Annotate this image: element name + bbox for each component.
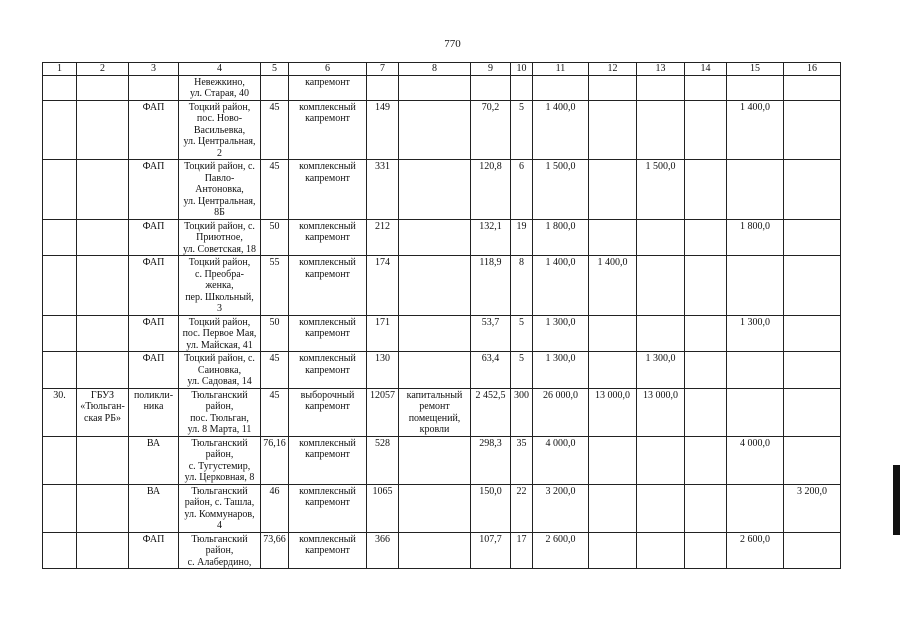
table-cell-col3: ВА (129, 436, 179, 484)
table-cell-col7: 130 (367, 352, 399, 389)
header-row (43, 63, 841, 76)
table-cell-col1 (43, 315, 77, 352)
table-cell-col11: 1 300,0 (533, 315, 589, 352)
table-cell-col14 (685, 484, 727, 532)
table-cell-col16 (784, 532, 841, 569)
table-cell-col14 (685, 532, 727, 569)
column-header: 13 (637, 63, 685, 76)
table-cell-col9: 53,7 (471, 315, 511, 352)
table-cell-col3: ФАП (129, 532, 179, 569)
table-cell-col10: 8 (511, 256, 533, 316)
table-cell-col5: 50 (261, 219, 289, 256)
table-cell-col2 (77, 352, 129, 389)
table-cell-col7: 149 (367, 100, 399, 160)
column-header: 11 (533, 63, 589, 76)
table-cell-col14 (685, 352, 727, 389)
table-cell-col5 (261, 75, 289, 100)
table-cell-col1 (43, 484, 77, 532)
table-cell-col2 (77, 100, 129, 160)
table-row (43, 388, 841, 436)
table-row (43, 100, 841, 160)
table-cell-col7: 174 (367, 256, 399, 316)
table-cell-col10: 19 (511, 219, 533, 256)
table-cell-col5: 55 (261, 256, 289, 316)
column-header: 3 (129, 63, 179, 76)
table-cell-col10: 5 (511, 315, 533, 352)
table-cell-col12 (589, 484, 637, 532)
table-cell-col15: 1 800,0 (727, 219, 784, 256)
table-cell-col13 (637, 256, 685, 316)
table-cell-col11: 1 800,0 (533, 219, 589, 256)
table-cell-col13 (637, 315, 685, 352)
table-cell-col4: Тоцкий район, с. Павло- Антоновка, ул. Центральная, 8Б (179, 160, 261, 220)
table-cell-col2 (77, 484, 129, 532)
table-cell-col14 (685, 219, 727, 256)
table-cell-col11: 1 500,0 (533, 160, 589, 220)
table-cell-col9: 120,8 (471, 160, 511, 220)
table-cell-col9 (471, 75, 511, 100)
table-cell-col11: 26 000,0 (533, 388, 589, 436)
table-row (43, 219, 841, 256)
table-cell-col11: 4 000,0 (533, 436, 589, 484)
table-cell-col10: 5 (511, 352, 533, 389)
table-cell-col13: 1 500,0 (637, 160, 685, 220)
table-cell-col4: Тоцкий район, с. Саиновка, ул. Садовая, 14 (179, 352, 261, 389)
table-cell-col6: выборочный капремонт (289, 388, 367, 436)
column-header: 4 (179, 63, 261, 76)
table-cell-col4: Тюльганский район, с. Алабердино, (179, 532, 261, 569)
table-cell-col5: 45 (261, 352, 289, 389)
table-cell-col10: 35 (511, 436, 533, 484)
table-cell-col7: 331 (367, 160, 399, 220)
column-header: 2 (77, 63, 129, 76)
table-cell-col5: 73,66 (261, 532, 289, 569)
table-cell-col13 (637, 100, 685, 160)
table-cell-col4: Тоцкий район, с. Преобра- женка, пер. Школьный, 3 (179, 256, 261, 316)
table-cell-col11 (533, 75, 589, 100)
table-cell-col6: комплексный капремонт (289, 219, 367, 256)
page-number: 770 (444, 38, 461, 50)
table-cell-col13 (637, 484, 685, 532)
table-row (43, 256, 841, 316)
table-cell-col16 (784, 100, 841, 160)
table-cell-col11: 1 400,0 (533, 256, 589, 316)
table-cell-col7: 1065 (367, 484, 399, 532)
table-cell-col13 (637, 75, 685, 100)
table-cell-col12 (589, 100, 637, 160)
table-cell-col15: 1 300,0 (727, 315, 784, 352)
table-cell-col10: 6 (511, 160, 533, 220)
column-header: 15 (727, 63, 784, 76)
table-row (43, 484, 841, 532)
column-header: 5 (261, 63, 289, 76)
table-cell-col3 (129, 75, 179, 100)
table-cell-col8 (399, 75, 471, 100)
table-cell-col9: 118,9 (471, 256, 511, 316)
table-cell-col2 (77, 315, 129, 352)
table-cell-col13: 13 000,0 (637, 388, 685, 436)
table-cell-col5: 45 (261, 160, 289, 220)
table-cell-col7: 366 (367, 532, 399, 569)
table-cell-col3: ФАП (129, 352, 179, 389)
data-table (42, 62, 841, 569)
table-cell-col15 (727, 160, 784, 220)
table-cell-col6: комплексный капремонт (289, 100, 367, 160)
table-cell-col8 (399, 532, 471, 569)
table-cell-col1: 30. (43, 388, 77, 436)
table-cell-col6: комплексный капремонт (289, 315, 367, 352)
table-cell-col2 (77, 436, 129, 484)
table-cell-col16 (784, 219, 841, 256)
table-cell-col6: капремонт (289, 75, 367, 100)
table-cell-col8 (399, 484, 471, 532)
table-cell-col4: Тюльганский район, с. Ташла, ул. Коммунаров, 4 (179, 484, 261, 532)
column-header: 10 (511, 63, 533, 76)
table-row (43, 315, 841, 352)
table-cell-col7: 528 (367, 436, 399, 484)
table-cell-col13 (637, 436, 685, 484)
table-cell-col9: 132,1 (471, 219, 511, 256)
column-header: 1 (43, 63, 77, 76)
column-header: 16 (784, 63, 841, 76)
table-cell-col15: 2 600,0 (727, 532, 784, 569)
table-cell-col6: комплексный капремонт (289, 532, 367, 569)
table-cell-col8 (399, 256, 471, 316)
table-cell-col2 (77, 219, 129, 256)
table-cell-col3: ФАП (129, 100, 179, 160)
table-cell-col4: Тюльганский район, с. Тугустемир, ул. Церковная, 8 (179, 436, 261, 484)
table-cell-col13 (637, 532, 685, 569)
table-cell-col1 (43, 436, 77, 484)
table-cell-col7: 212 (367, 219, 399, 256)
column-header: 6 (289, 63, 367, 76)
table-row (43, 160, 841, 220)
table-cell-col15 (727, 352, 784, 389)
table-cell-col3: ФАП (129, 315, 179, 352)
table-cell-col1 (43, 352, 77, 389)
table-cell-col16 (784, 436, 841, 484)
table-cell-col12 (589, 160, 637, 220)
table-cell-col8 (399, 352, 471, 389)
table-cell-col5: 76,16 (261, 436, 289, 484)
table-cell-col7 (367, 75, 399, 100)
table-cell-col14 (685, 315, 727, 352)
table-cell-col8: капитальный ремонт помещений, кровли (399, 388, 471, 436)
table-cell-col14 (685, 436, 727, 484)
table-cell-col2: ГБУЗ «Тюльган- ская РБ» (77, 388, 129, 436)
table-cell-col7: 171 (367, 315, 399, 352)
table-cell-col11: 3 200,0 (533, 484, 589, 532)
table-cell-col1 (43, 160, 77, 220)
column-header: 7 (367, 63, 399, 76)
column-header: 8 (399, 63, 471, 76)
table-cell-col5: 46 (261, 484, 289, 532)
table-cell-col12 (589, 219, 637, 256)
table-cell-col9: 70,2 (471, 100, 511, 160)
table-row (43, 436, 841, 484)
table-cell-col8 (399, 100, 471, 160)
table-cell-col16 (784, 388, 841, 436)
table-row (43, 75, 841, 100)
table-cell-col15 (727, 75, 784, 100)
table-cell-col15: 4 000,0 (727, 436, 784, 484)
table-cell-col5: 45 (261, 100, 289, 160)
scan-edge-mark (893, 465, 900, 535)
table-cell-col1 (43, 532, 77, 569)
table-cell-col5: 50 (261, 315, 289, 352)
table-cell-col11: 1 300,0 (533, 352, 589, 389)
table-cell-col14 (685, 75, 727, 100)
table-cell-col12: 1 400,0 (589, 256, 637, 316)
table-cell-col12: 13 000,0 (589, 388, 637, 436)
table-cell-col16 (784, 352, 841, 389)
table-cell-col16 (784, 315, 841, 352)
table-cell-col15 (727, 388, 784, 436)
table-cell-col13: 1 300,0 (637, 352, 685, 389)
table-cell-col14 (685, 100, 727, 160)
table-cell-col3: ФАП (129, 219, 179, 256)
table-cell-col16: 3 200,0 (784, 484, 841, 532)
table-cell-col5: 45 (261, 388, 289, 436)
table-cell-col4: Невежкино, ул. Старая, 40 (179, 75, 261, 100)
table-cell-col2 (77, 75, 129, 100)
table-cell-col14 (685, 388, 727, 436)
table-cell-col12 (589, 352, 637, 389)
table-cell-col15 (727, 256, 784, 316)
table-cell-col4: Тоцкий район, пос. Первое Мая, ул. Майская, 41 (179, 315, 261, 352)
table-cell-col8 (399, 160, 471, 220)
table-cell-col9: 150,0 (471, 484, 511, 532)
table-cell-col8 (399, 219, 471, 256)
table-cell-col16 (784, 256, 841, 316)
column-header: 12 (589, 63, 637, 76)
table-cell-col10: 22 (511, 484, 533, 532)
table-cell-col11: 1 400,0 (533, 100, 589, 160)
table-cell-col3: ФАП (129, 160, 179, 220)
table-cell-col2 (77, 256, 129, 316)
table-cell-col3: поликли- ника (129, 388, 179, 436)
table-cell-col10: 17 (511, 532, 533, 569)
table-cell-col15: 1 400,0 (727, 100, 784, 160)
table-cell-col1 (43, 256, 77, 316)
table-cell-col16 (784, 160, 841, 220)
table-cell-col4: Тюльганский район, пос. Тюльган, ул. 8 Марта, 11 (179, 388, 261, 436)
table-cell-col6: комплексный капремонт (289, 256, 367, 316)
column-header: 14 (685, 63, 727, 76)
table-cell-col9: 63,4 (471, 352, 511, 389)
table-cell-col9: 2 452,5 (471, 388, 511, 436)
table-cell-col13 (637, 219, 685, 256)
table-cell-col12 (589, 75, 637, 100)
table-cell-col8 (399, 436, 471, 484)
table-cell-col9: 298,3 (471, 436, 511, 484)
table-cell-col14 (685, 256, 727, 316)
table-cell-col1 (43, 75, 77, 100)
table-cell-col3: ВА (129, 484, 179, 532)
table-cell-col7: 12057 (367, 388, 399, 436)
table-cell-col4: Тоцкий район, с. Приютное, ул. Советская, 18 (179, 219, 261, 256)
table-cell-col16 (784, 75, 841, 100)
table-cell-col9: 107,7 (471, 532, 511, 569)
table-cell-col6: комплексный капремонт (289, 484, 367, 532)
table-cell-col11: 2 600,0 (533, 532, 589, 569)
table-cell-col12 (589, 315, 637, 352)
table-cell-col6: комплексный капремонт (289, 160, 367, 220)
table-row (43, 352, 841, 389)
table-cell-col6: комплексный капремонт (289, 436, 367, 484)
column-header: 9 (471, 63, 511, 76)
table-cell-col10: 5 (511, 100, 533, 160)
table-cell-col15 (727, 484, 784, 532)
table-cell-col3: ФАП (129, 256, 179, 316)
table-cell-col1 (43, 219, 77, 256)
table-cell-col8 (399, 315, 471, 352)
table-cell-col10: 300 (511, 388, 533, 436)
table-cell-col2 (77, 160, 129, 220)
table-cell-col10 (511, 75, 533, 100)
table-cell-col4: Тоцкий район, пос. Ново- Васильевка, ул. Центральная, 2 (179, 100, 261, 160)
table-row (43, 532, 841, 569)
table-cell-col2 (77, 532, 129, 569)
table-cell-col14 (685, 160, 727, 220)
table-cell-col12 (589, 532, 637, 569)
table-cell-col1 (43, 100, 77, 160)
table-cell-col6: комплексный капремонт (289, 352, 367, 389)
table-cell-col12 (589, 436, 637, 484)
